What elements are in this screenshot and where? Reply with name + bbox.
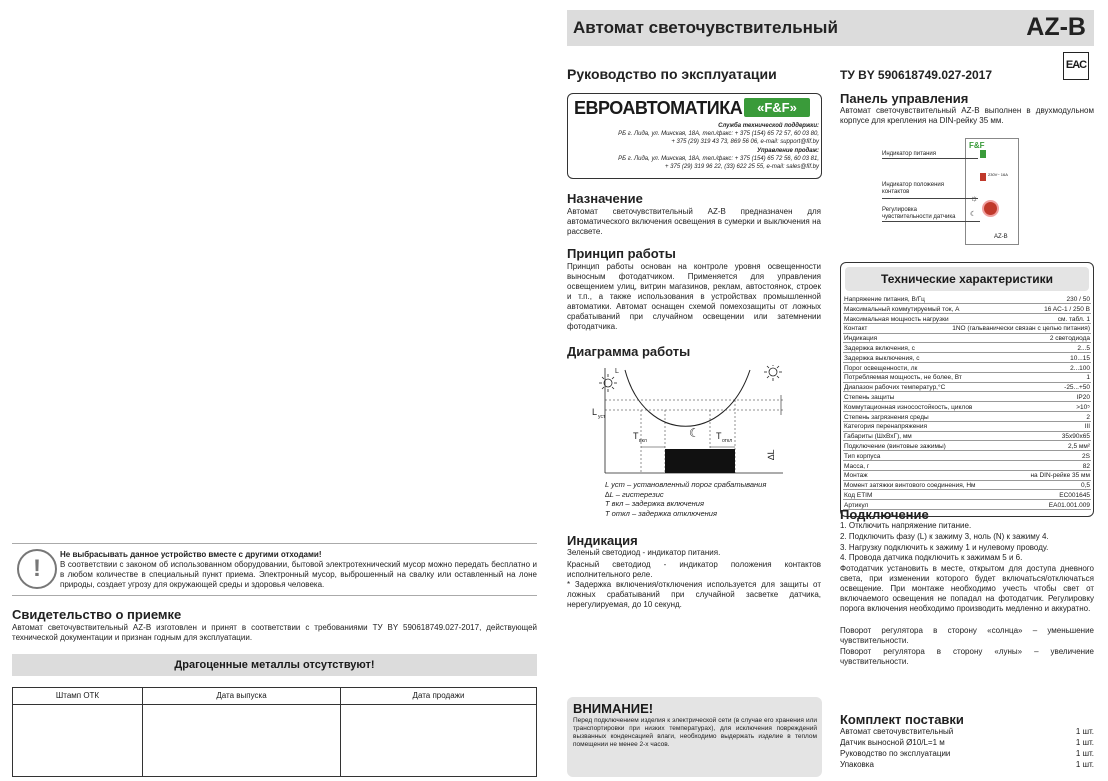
indication-line-1: Зеленый светодиод - индикатор питания. — [567, 548, 721, 557]
label-tvkl-sub: вкл — [639, 438, 647, 444]
label-totkl-sub: откл — [722, 438, 733, 444]
tech-row-key: Степень защиты — [844, 394, 895, 401]
tech-row-value: 230 / 50 — [1066, 296, 1090, 303]
tech-row — [843, 345, 1091, 353]
sales-line-1: РБ г. Лида, ул. Минская, 18А, тел./факс: + 375 (154) 65 72 56, 60 03 81, — [618, 156, 819, 162]
operation-diagram — [585, 365, 795, 480]
label-l: L — [615, 368, 619, 375]
indication-line-2: Красный светодиод - индикатор положения контактов исполнительного реле. — [567, 560, 821, 579]
tech-row-key: Монтаж — [844, 472, 868, 480]
tech-row-key: Задержка выключения, с — [844, 354, 920, 362]
stamps-col-release: Дата выпуска — [143, 688, 341, 705]
tech-row — [843, 433, 1091, 441]
tech-row-key: Габариты (ШхВхГ), мм — [844, 433, 912, 441]
tech-row-value: III — [1084, 423, 1090, 431]
tech-row-value: EC001645 — [1059, 492, 1090, 499]
tech-row — [843, 374, 1091, 382]
stamps-col-sale: Дата продажи — [341, 688, 537, 705]
connection-step-2: 2. Подключить фазу (L) к зажиму 3, ноль (N) к зажиму 4. — [840, 532, 1049, 541]
tech-row-value: 2S — [1082, 452, 1090, 460]
tech-row — [843, 394, 1091, 402]
tech-row-key: Подключение (винтовые зажимы) — [844, 443, 946, 450]
tech-row-value: 2 светодиода — [1049, 335, 1090, 343]
tech-row-key: Артикул — [844, 501, 869, 509]
kit-item-qty: 1 шт. — [1075, 749, 1094, 758]
light-curve — [625, 370, 750, 426]
connection-note-1: Фотодатчик установить в месте, открытом для доступа дневного света, при изменении которого будет включаться/отключаться освещение. При монтаже необходимо учесть чтобы свет от включаемого освещения не попадал на фотодатчик. Регулировку порога включения необходимо производить медленно и аккуратно. — [840, 564, 1094, 613]
tech-row-value: 0,5 — [1080, 482, 1090, 490]
principle-title: Принцип работы — [567, 246, 676, 261]
purpose-title: Назначение — [567, 191, 643, 206]
eac-mark: EAC — [1063, 52, 1089, 80]
disposal-notice — [12, 543, 537, 595]
tech-row-key: Напряжение питания, В/Гц — [844, 296, 925, 303]
kit-item — [840, 749, 1094, 759]
tech-row — [843, 414, 1091, 422]
kit-item — [840, 738, 1094, 748]
tech-row-key: Код ETIM — [844, 492, 873, 499]
disposal-text: В соответствии с законом об использованном оборудовании, бытовой электротехнический мусор можно передать бесплатно и в любом количестве в специальный пункт приема. Электронный мусор, выброшенный на свалку или оставленный на лоне природы, создает угрозу для окружающей среды и здоровья человека. — [60, 560, 537, 589]
support-line-1: РБ г. Лида, ул. Минская, 18А, тел./факс: + 375 (154) 65 72 57, 60 03 80, — [618, 131, 819, 137]
header-title: Автомат светочувствительный — [573, 18, 838, 37]
purpose-text: Автомат светочувствительный AZ-B предназначен для автоматического включения освещения в сумерки и выключения на рассвете. — [567, 207, 821, 236]
device-logo: F&F — [969, 141, 985, 150]
principle-text: Принцип работы основан на контроле уровня освещенности выносным фотодатчиком. Применяется для управления освещением улиц, витрин магазинов, реклам, автостоянок, строек и т.п., а также использования в устройствах промышленной автоматики. Автомат оснащен схемой помехозащиты от ложных срабатываний при случайном освещении или затемнении фотодатчика. — [567, 262, 821, 331]
stamps-cell-sale[interactable] — [341, 705, 537, 777]
tech-row — [843, 296, 1091, 304]
tech-row — [843, 335, 1091, 343]
tech-row-value: 2,5 мм² — [1068, 443, 1090, 450]
stamps-cell-otk[interactable] — [13, 705, 143, 777]
legend-totkl: T откл – задержка отключения — [605, 509, 717, 518]
tech-row-key: Степень загрязнения среды — [844, 413, 929, 421]
moon-icon: ☾ — [689, 426, 700, 440]
power-led-icon — [980, 150, 986, 158]
tu-number: ТУ BY 590618749.027-2017 — [840, 68, 993, 82]
label-lust: L — [592, 407, 598, 417]
legend-hysteresis: ∆L – гистерезис — [605, 490, 664, 499]
company-logo-box — [567, 93, 822, 179]
kit-item-name: Датчик выносной Ø10/L=1 м — [840, 738, 945, 747]
tech-row — [843, 423, 1091, 431]
tech-row-key: Порог освещенности, лк — [844, 364, 918, 372]
tech-row-value: на DIN-рейке 35 мм — [1030, 472, 1090, 480]
device-spec: 230V~ 16A — [988, 172, 1008, 177]
label-power-indicator: Индикатор питания — [882, 151, 936, 157]
kit-item — [840, 727, 1094, 737]
tech-row — [843, 463, 1091, 471]
tech-specs-box — [840, 262, 1094, 517]
sun-icon-left — [599, 374, 617, 392]
tech-row — [843, 404, 1091, 412]
connection-step-1: 1. Отключить напряжение питание. — [840, 521, 972, 530]
stamps-table — [12, 687, 537, 777]
warning-title: ВНИМАНИЕ! — [573, 701, 654, 716]
label-delta-l: ∆L — [766, 449, 776, 460]
tech-row-value: 2...100 — [1070, 364, 1090, 372]
tech-row-key: Масса, г — [844, 462, 870, 470]
tech-row-value: >10⁵ — [1076, 403, 1090, 411]
manual-title: Руководство по эксплуатации — [567, 66, 777, 82]
tech-row — [843, 482, 1091, 490]
tech-row-value: 1NO (гальванически связан с целью питания) — [952, 325, 1090, 333]
connection-note-2: Поворот регулятора в сторону «солнца» – уменьшение чувствительности. — [840, 626, 1094, 645]
tech-row-key: Максимальный коммутируемый ток, А — [844, 305, 960, 313]
kit-item-qty: 1 шт. — [1075, 760, 1094, 769]
tech-specs-title: Технические характеристики — [845, 267, 1089, 291]
tech-row-value: 82 — [1082, 462, 1090, 470]
legend-lust: L уст – установленный порог срабатывания — [605, 480, 767, 489]
tech-row-value: 10...15 — [1070, 354, 1090, 362]
tech-row — [843, 384, 1091, 392]
label-sensitivity: Регулировка чувствительности датчика — [882, 207, 956, 220]
tech-row-key: Тип корпуса — [844, 452, 881, 460]
moon-small-icon: ☾ — [970, 211, 977, 218]
panel-text: Автомат светочувствительный AZ-B выполнен в двухмодульном корпусе для крепления на DIN-рейку 35 мм. — [840, 106, 1094, 125]
kit-item — [840, 760, 1094, 770]
connection-note-3: Поворот регулятора в сторону «луны» – увеличение чувствительности. — [840, 647, 1094, 666]
tech-row-key: Индикация — [844, 335, 878, 343]
label-tvkl: T — [633, 431, 639, 441]
tech-row-value: IP20 — [1076, 394, 1090, 401]
tech-row-value: 35х90х65 — [1061, 433, 1090, 441]
tech-row — [843, 365, 1091, 373]
warning-exclamation-icon: ! — [17, 549, 57, 589]
tech-row-key: Максимальная мощность нагрузки — [844, 315, 949, 323]
device-illustration — [965, 138, 1019, 245]
tech-row-value: см. табл. 1 — [1057, 315, 1090, 323]
warning-text: Перед подключением изделия к электрической сети (в случае его хранения или транспортировки при низких температурах), для исключения повреждений вызванных конденсацией влаги, необходимо выдержать изделие в теплом помещении не менее 2-х часов. — [573, 717, 817, 748]
kit-item-name: Автомат светочувствительный — [840, 727, 954, 736]
tech-row-key: Контакт — [844, 325, 868, 333]
connection-step-3: 3. Нагрузку подключить к зажиму 1 и нулевому проводу. — [840, 543, 1049, 552]
warning-box — [567, 697, 822, 777]
sun-icon-right — [764, 365, 782, 381]
tech-row-value: 2 — [1086, 413, 1090, 421]
connection-step-4: 4. Провода датчика подключить к зажимам 5 и 6. — [840, 553, 1023, 562]
label-lust-sub: уст — [598, 414, 606, 420]
tech-row — [843, 472, 1091, 480]
sales-title: Управление продаж: — [757, 148, 819, 154]
tech-row-value: 2...5 — [1077, 345, 1090, 352]
kit-title: Комплект поставки — [840, 712, 964, 727]
kit-item-qty: 1 шт. — [1075, 727, 1094, 736]
tech-row-key: Задержка включения, с — [844, 345, 915, 352]
tech-row-key: Категория перенапряжения — [844, 423, 928, 431]
sun-small-icon: ☼ — [970, 193, 979, 203]
stamps-cell-release[interactable] — [143, 705, 341, 777]
legend-tvkl: T вкл – задержка включения — [605, 499, 704, 508]
tech-row-key: Коммутационная износостойкость, циклов — [844, 403, 973, 411]
ff-logo: «F&F» — [744, 98, 810, 117]
tech-row — [843, 325, 1091, 333]
tech-row — [843, 355, 1091, 363]
diagram-title: Диаграмма работы — [567, 344, 691, 359]
support-line-2: + 375 (29) 319 43 73, 869 56 06, e-mail: support@fif.by — [671, 139, 819, 145]
acceptance-text: Автомат светочувствительный AZ-B изготовлен и принят в соответствии с требованиями ТУ BY 590618749.027-2017, действующей технической документации и признан годным для эксплуатации. — [12, 623, 537, 642]
tech-row-value: -25...+50 — [1064, 384, 1090, 392]
label-totkl: T — [716, 431, 722, 441]
indication-title: Индикация — [567, 533, 638, 548]
indication-line-3: * Задержка включения/отключения используется для защиты от ложных срабатываний при случайной засветке датчика, нерегулируемая, до 10 секунд. — [567, 580, 821, 609]
sales-line-2: + 375 (29) 319 96 22, (33) 622 25 55, e-mail: sales@fif.by — [664, 164, 819, 170]
panel-title: Панель управления — [840, 91, 969, 106]
tech-row — [843, 316, 1091, 324]
header-model: AZ-B — [1026, 13, 1086, 41]
contact-led-icon — [980, 173, 986, 181]
tech-row-value: 1 — [1086, 374, 1090, 382]
label-contact-indicator: Индикатор положения контактов — [882, 182, 945, 195]
precious-metals-banner: Драгоценные металлы отсутствуют! — [12, 654, 537, 676]
tech-row — [843, 492, 1091, 500]
tech-row-key: Момент затяжки винтового соединения, Нм — [844, 482, 976, 490]
acceptance-title: Свидетельство о приемке — [12, 607, 182, 622]
tech-row-key: Диапазон рабочих температур,°С — [844, 384, 946, 392]
disposal-title: Не выбрасывать данное устройство вместе с другими отходами! — [60, 550, 322, 559]
tech-row-value: 16 AC-1 / 250 В — [1044, 305, 1090, 313]
kit-item-name: Руководство по эксплуатации — [840, 749, 951, 758]
connection-title: Подключение — [840, 507, 929, 522]
device-model: AZ-B — [994, 234, 1008, 240]
tech-row — [843, 306, 1091, 314]
tech-row-key: Потребляемая мощность, не более, Вт — [844, 374, 962, 382]
kit-item-name: Упаковка — [840, 760, 874, 769]
kit-item-qty: 1 шт. — [1075, 738, 1094, 747]
tech-row — [843, 453, 1091, 461]
tech-row-value: EA01.001.009 — [1048, 501, 1090, 509]
company-brand: ЕВРОАВТОМАТИКА — [574, 98, 743, 118]
support-title: Служба технической поддержки: — [718, 123, 819, 129]
on-state-block — [665, 449, 735, 473]
stamps-col-otk: Штамп ОТК — [13, 688, 143, 705]
sensitivity-knob-icon — [982, 200, 999, 217]
header-bar — [567, 10, 1094, 46]
tech-row — [843, 443, 1091, 451]
